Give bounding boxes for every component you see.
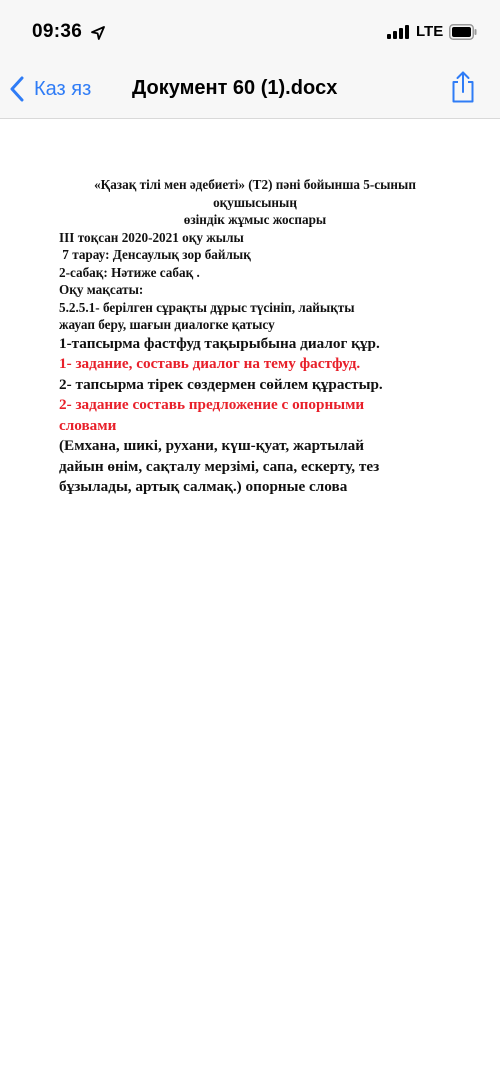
back-button[interactable]: [8, 74, 91, 104]
doc-task-1-kz: 1-тапсырма фастфуд тақырыбына диалог құр.: [59, 334, 380, 352]
nav-bar: [0, 64, 500, 119]
doc-heading-line-3: өзіндік жұмыс жоспары: [183, 212, 327, 227]
doc-goal-line-1: 5.2.5.1- берілген сұрақты дұрыс түсініп, лайықты: [59, 299, 355, 315]
document-body: [59, 176, 451, 498]
doc-words-line-3: бұзылады, артық салмақ.) опорные слова: [59, 478, 348, 495]
document-viewer[interactable]: [0, 119, 500, 1082]
network-type: LTE: [416, 23, 444, 40]
share-icon[interactable]: [449, 70, 477, 104]
doc-task-2-ru-line-2: словами: [59, 416, 117, 434]
battery-icon: [449, 24, 477, 40]
back-label: Каз яз: [34, 77, 92, 100]
doc-heading-line-1: «Қазақ тілі мен әдебиеті» (Т2) пәні бойынша 5-сынып: [94, 177, 416, 192]
location-arrow-icon: [91, 26, 105, 40]
doc-lesson-line: 2-сабақ: Нәтиже сабақ .: [59, 264, 200, 280]
document-title: Документ 60 (1).docx: [132, 77, 338, 99]
doc-task-2-kz: 2- тапсырма тірек сөздермен сөйлем құрастыр.: [59, 375, 383, 393]
doc-quarter-line: ІІІ тоқсан 2020-2021 оқу жылы: [59, 229, 244, 245]
doc-words-line-2: дайын өнім, сақталу мерзімі, сапа, ескерту, тез: [59, 457, 380, 475]
doc-task-2-ru-line-1: 2- задание составь предложение с опорными: [59, 396, 365, 413]
status-time: 09:36: [32, 21, 83, 42]
signal-bars-icon: [387, 25, 411, 39]
doc-goal-line-2: жауап беру, шағын диалогке қатысу: [59, 317, 275, 332]
doc-heading-line-2: оқушысының: [213, 194, 297, 210]
doc-chapter-line: 7 тарау: Денсаулық зор байлық: [59, 247, 251, 262]
doc-words-line-1: (Емхана, шикі, рухани, күш-қуат, жартылай: [59, 437, 365, 454]
status-bar: [0, 0, 500, 64]
doc-task-1-ru: 1- задание, составь диалог на тему фастфуд.: [59, 355, 361, 372]
chevron-left-icon: [8, 76, 26, 102]
doc-goal-label: Оқу мақсаты:: [59, 282, 144, 297]
